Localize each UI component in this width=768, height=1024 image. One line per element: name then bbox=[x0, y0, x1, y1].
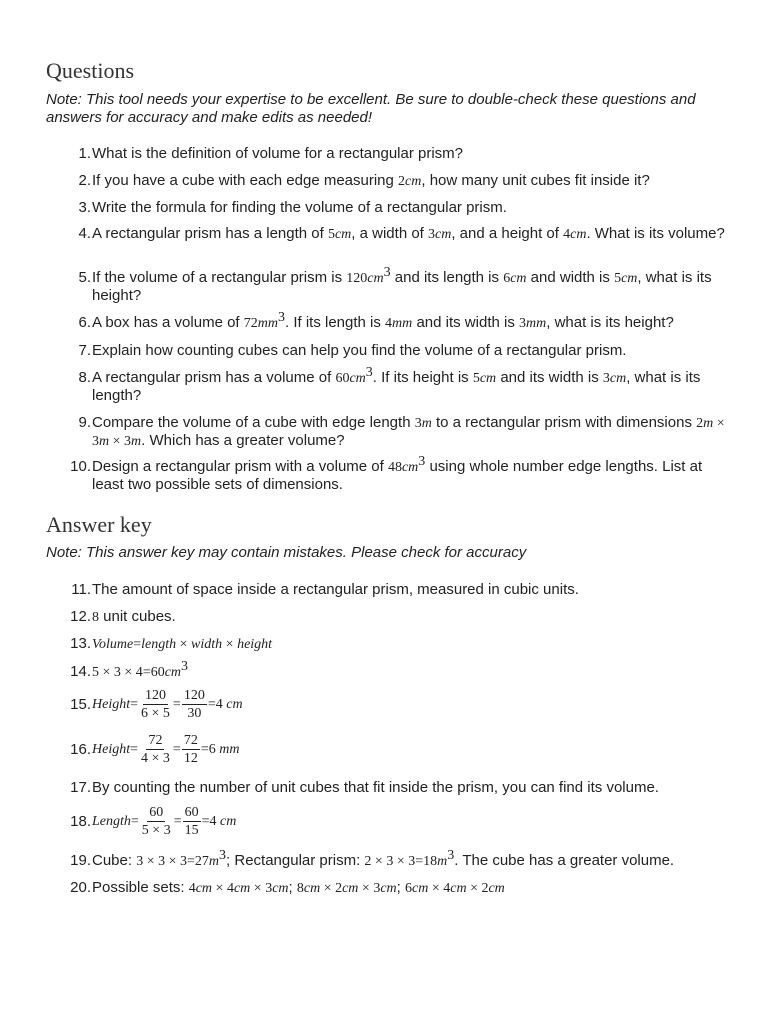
question-1 bbox=[46, 145, 726, 162]
answer-18 bbox=[46, 805, 726, 838]
question-2 bbox=[46, 172, 726, 190]
question-number: 7. bbox=[78, 342, 91, 359]
question-text: Compare the volume of a cube with edge length 3m to a rectangular prism with dimensions 2m × 3m × 3m. Which has a greater volume? bbox=[92, 414, 725, 449]
question-8 bbox=[46, 365, 726, 404]
question-number: 2. bbox=[78, 172, 91, 189]
question-10 bbox=[46, 454, 726, 493]
question-text: If the volume of a rectangular prism is $120cm^3$ and its length is 6cm and width is 5cm, what is its height? bbox=[92, 265, 712, 304]
answer-number: 19. bbox=[70, 852, 91, 869]
question-7 bbox=[46, 342, 726, 359]
answer-number: 12. bbox=[70, 608, 91, 625]
answer-text: Cube: $3 \times 3 \times 3=27m^3$; Rectangular prism: $2 \times 3 \times 3=18m^3$. The cube has a greater volume. bbox=[92, 848, 675, 869]
answer-11 bbox=[46, 581, 726, 598]
fraction: $\frac{72}{4 \times 3}$ bbox=[141, 733, 170, 766]
question-number: 1. bbox=[78, 145, 91, 162]
question-text: If you have a cube with each edge measuring 2cm, how many unit cubes fit inside it? bbox=[92, 172, 650, 189]
question-text: Design a rectangular prism with a volume of $48cm^3$ using whole number edge lengths. List at least two possible sets of dimensions. bbox=[92, 454, 703, 493]
question-number: 3. bbox=[78, 199, 91, 216]
question-5 bbox=[46, 265, 726, 304]
answer-17 bbox=[46, 779, 726, 796]
answer-number: 18. bbox=[70, 813, 91, 830]
question-number: 4. bbox=[78, 225, 91, 242]
questions-note: Note: This tool needs your expertise to be excellent. Be sure to double-check these questions and answers for accuracy and make edits as needed! bbox=[46, 91, 696, 126]
answer-formula: $5 \times 3 \times 4=60cm^3$ bbox=[92, 659, 189, 680]
answer-19 bbox=[46, 848, 726, 870]
question-6 bbox=[46, 310, 726, 332]
fraction: $\frac{60}{5 \times 3}$ bbox=[141, 805, 171, 838]
answer-text: By counting the number of unit cubes that fit inside the prism, you can find its volume. bbox=[92, 779, 659, 796]
answer-number: 16. bbox=[70, 741, 91, 758]
fraction: $\frac{120}{30}$ bbox=[183, 688, 205, 721]
answer-12 bbox=[46, 608, 726, 626]
answer-number: 17. bbox=[70, 779, 91, 796]
question-number: 8. bbox=[78, 369, 91, 386]
question-4 bbox=[46, 225, 726, 243]
question-number: 5. bbox=[78, 269, 91, 286]
question-text: Explain how counting cubes can help you find the volume of a rectangular prism. bbox=[92, 342, 627, 359]
answer-15 bbox=[46, 688, 726, 721]
question-number: 10. bbox=[70, 458, 91, 475]
question-text: A box has a volume of $72mm^3$. If its length is 4mm and its width is 3mm, what is its height? bbox=[92, 310, 674, 331]
question-text: A rectangular prism has a volume of $60cm^3$. If its height is 5cm and its width is 3cm, what is its length? bbox=[92, 365, 701, 404]
answer-16 bbox=[46, 733, 726, 766]
questions-heading: Questions bbox=[46, 58, 134, 83]
fraction: $\frac{72}{12}$ bbox=[183, 733, 198, 766]
answer-number: 13. bbox=[70, 635, 91, 652]
answer-number: 15. bbox=[70, 696, 91, 713]
answer-13 bbox=[46, 635, 726, 653]
question-3 bbox=[46, 199, 726, 216]
question-9 bbox=[46, 414, 726, 450]
answer-text: The amount of space inside a rectangular prism, measured in cubic units. bbox=[92, 581, 579, 598]
answer-20 bbox=[46, 879, 726, 897]
question-number: 6. bbox=[78, 314, 91, 331]
answer-formula: Length = $\frac{60}{5 \times 3}$ = $\frac{60}{15}$ = 4 cm bbox=[92, 805, 237, 838]
question-number: 9. bbox=[78, 414, 91, 431]
answer-text: Possible sets: 4cm × 4cm × 3cm; 8cm × 2cm × 3cm; 6cm × 4cm × 2cm bbox=[92, 879, 505, 896]
question-text: What is the definition of volume for a rectangular prism? bbox=[92, 145, 464, 162]
answer-number: 20. bbox=[70, 879, 91, 896]
fraction: $\frac{120}{6 \times 5}$ bbox=[141, 688, 170, 721]
answer-number: 14. bbox=[70, 663, 91, 680]
question-text: A rectangular prism has a length of 5cm, a width of 3cm, and a height of 4cm. What is its volume? bbox=[92, 225, 725, 242]
answer-number: 11. bbox=[71, 581, 91, 598]
fraction: $\frac{60}{15}$ bbox=[184, 805, 199, 838]
answer-formula: Height = $\frac{120}{6 \times 5}$ = $\frac{120}{30}$ = 4 cm bbox=[92, 688, 243, 721]
answer-text: 8 unit cubes. bbox=[92, 608, 176, 625]
answer-formula: Volume=length × width × height bbox=[92, 637, 273, 652]
answer-formula: Height = $\frac{72}{4 \times 3}$ = $\frac{72}{12}$ = 6 mm bbox=[92, 733, 240, 766]
question-text: Write the formula for finding the volume of a rectangular prism. bbox=[92, 199, 507, 216]
answer-key-heading: Answer key bbox=[46, 512, 152, 537]
answer-14 bbox=[46, 659, 726, 681]
answer-key-note: Note: This answer key may contain mistakes. Please check for accuracy bbox=[46, 544, 527, 561]
